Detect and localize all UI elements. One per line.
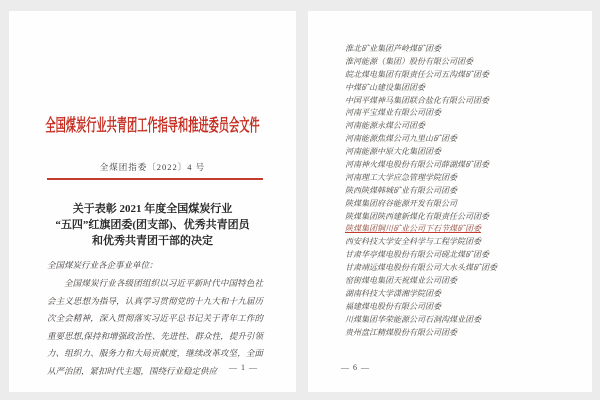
document-page-1 bbox=[9, 11, 296, 392]
list-item: 甘肃华亭煤电股份有限公司砚北煤矿团委 bbox=[345, 250, 489, 260]
list-item: 淮河能源（集团）股份有限公司团委 bbox=[345, 56, 473, 66]
award-list bbox=[345, 43, 584, 339]
page-number-6: — 6 — bbox=[341, 363, 370, 372]
list-item: 陕煤集团府谷能源开发有限公司 bbox=[345, 198, 457, 208]
list-item: 中国平煤神马集团联合盐化有限公司团委 bbox=[345, 95, 489, 105]
salutation-line: 全国煤炭行业各企事业单位： bbox=[47, 260, 158, 270]
list-item: 窑街煤电集团天祝煤业公司团委 bbox=[345, 276, 457, 286]
page-number-1: — 1 — bbox=[229, 363, 258, 372]
list-item: 贵州盘江精煤股份有限公司团委 bbox=[345, 327, 457, 337]
list-item: 川煤集团华荣能源公司石洞沟煤业团委 bbox=[345, 314, 481, 324]
decision-title-line-3: 和优秀共青团干部的决定 bbox=[92, 235, 213, 247]
document-page-6 bbox=[308, 11, 592, 392]
document-number: 全煤团指委〔2022〕4 号 bbox=[99, 162, 206, 172]
decision-title bbox=[19, 201, 286, 249]
list-item: 淮北矿业集团芦岭煤矿团委 bbox=[345, 44, 441, 53]
list-item: 陕煤集团陕西建新煤化有限责任公司团委 bbox=[345, 211, 489, 221]
list-item: 河南平宝煤业有限公司团委 bbox=[345, 108, 441, 118]
list-item: 中煤矿山建设集团团委 bbox=[345, 82, 425, 92]
red-divider-rule bbox=[47, 178, 263, 180]
list-item: 河南理工大学应急管理学院团委 bbox=[345, 172, 457, 182]
issuing-authority-title: 全国煤炭行业共青团工作指导和推进委员会文件 bbox=[45, 116, 260, 135]
list-item: 河南能源焦煤公司九里山矿团委 bbox=[345, 134, 457, 144]
list-item: 甘肃靖远煤电股份有限公司大水头煤矿团委 bbox=[345, 263, 497, 273]
list-item: 福建煤电股份有限公司团委 bbox=[345, 301, 441, 311]
list-item: 陕西陕煤韩城矿业有限公司团委 bbox=[345, 185, 457, 195]
list-item: 西安科技大学安全科学与工程学院团委 bbox=[345, 237, 481, 247]
decision-title-line-1: 关于表彰 2021 年度全国煤炭行业 bbox=[72, 203, 233, 215]
list-item-highlighted: 陕煤集团铜川矿业公司下石节煤矿团委 bbox=[345, 224, 481, 234]
decision-title-line-2: “五四”红旗团委(团支部)、优秀共青团员 bbox=[55, 219, 250, 231]
red-header-wrap bbox=[9, 111, 296, 136]
body-paragraph: 全国煤炭行业各级团组织以习近平新时代中国特色社会主义思想为指导，认真学习贯彻党的十九大和十九届历次全会精神，深入贯彻落实习近平总书记关于青年工作的重要思想,保持和增强政治性、先进性、群众性，提升引领力、组织力、服务力和大局贡献度，继续改革攻坚，全面从严治团，紧扣时代主题，围绕行业稳定供应 bbox=[47, 278, 263, 376]
list-item: 河南神火煤电股份有限公司薛湖煤矿团委 bbox=[345, 160, 489, 170]
list-item: 湖南科技大学潇湘学院团委 bbox=[345, 288, 441, 298]
list-item: 河南能源中原大化集团团委 bbox=[345, 147, 441, 157]
list-item: 河南能源永煤公司团委 bbox=[345, 121, 425, 131]
list-item: 皖北煤电集团有限责任公司五沟煤矿团委 bbox=[345, 69, 489, 79]
